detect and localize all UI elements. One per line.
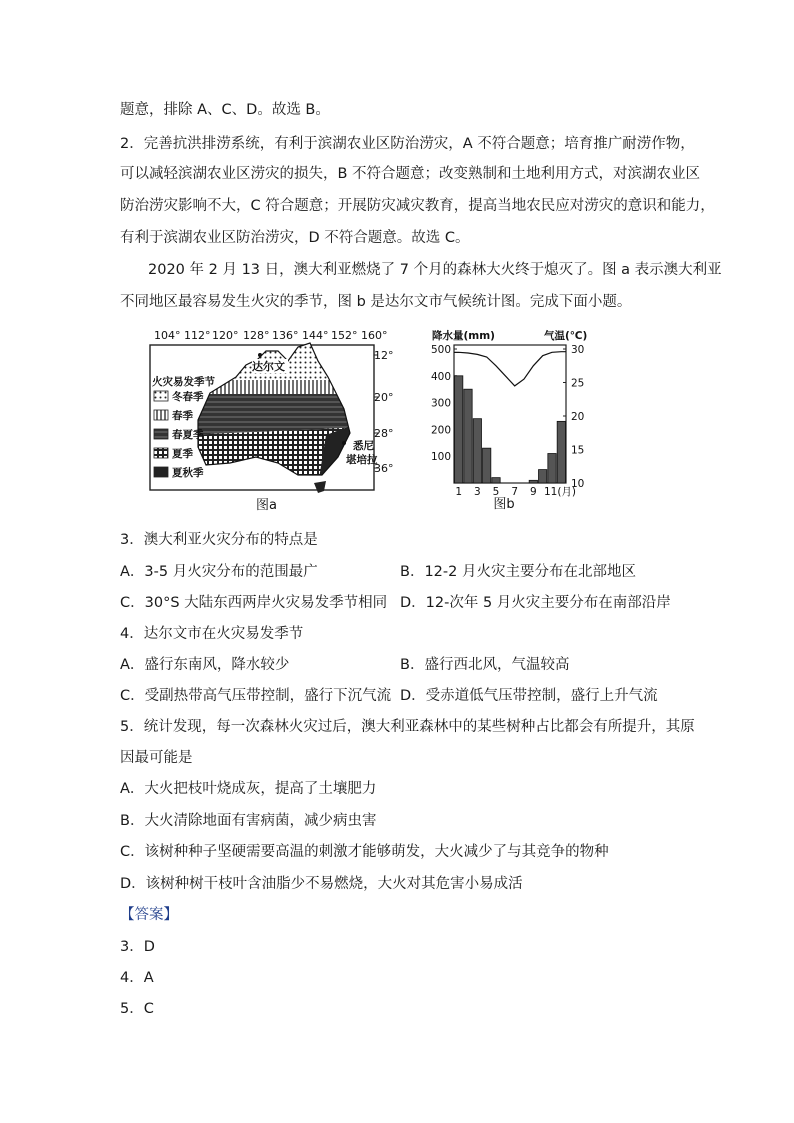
figure-b-caption: 图b bbox=[493, 497, 515, 512]
sydney-label: 悉尼 bbox=[353, 440, 374, 452]
answer-5: 5．C bbox=[120, 1001, 154, 1017]
q5-option-d: D．该树种树干枝叶含油脂少不易燃烧，大火对其危害小易成活 bbox=[120, 876, 523, 892]
intro-line-5: 有利于滨湖农业区防治涝灾，D 不符合题意。故选 C。 bbox=[120, 230, 470, 246]
temp-tick-label: 10 bbox=[571, 478, 585, 490]
q3-option-a: A．3-5 月火灾分布的范围最广 bbox=[120, 564, 318, 580]
svg-text:160°: 160° bbox=[361, 329, 388, 342]
precip-bar-2 bbox=[464, 389, 472, 483]
q4-stem: 4．达尔文市在火灾易发季节 bbox=[120, 626, 304, 642]
svg-text:春季: 春季 bbox=[172, 410, 193, 422]
month-tick-label: 7 bbox=[511, 486, 519, 498]
svg-text:火灾易发季节: 火灾易发季节 bbox=[152, 376, 215, 388]
q5-stem-1: 5．统计发现，每一次森林火灾过后，澳大利亚森林中的某些树种占比都会有所提升，其原 bbox=[120, 719, 695, 735]
precip-tick-label: 300 bbox=[430, 397, 451, 410]
month-tick-label: 11(月) bbox=[543, 486, 577, 498]
q4-option-b: B．盛行西北风，气温较高 bbox=[400, 657, 570, 673]
q4-option-a: A．盛行东南风，降水较少 bbox=[120, 657, 290, 673]
month-tick-label: 1 bbox=[455, 486, 463, 498]
svg-text:夏秋季: 夏秋季 bbox=[172, 467, 204, 479]
svg-text:12°: 12° bbox=[374, 349, 394, 362]
intro-line-1: 题意，排除 A、C、D。故选 B。 bbox=[120, 102, 330, 118]
precip-bar-10 bbox=[539, 470, 547, 483]
svg-text:128°: 128° bbox=[243, 329, 270, 342]
precip-bar-9 bbox=[529, 480, 537, 483]
passage-line-1: 2020 年 2 月 13 日，澳大利亚燃烧了 7 个月的森林大火终于熄灭了。图 a 表示澳大利亚 bbox=[148, 262, 722, 278]
precip-bar-1 bbox=[455, 376, 463, 483]
temp-axis-label: 气温(℃) bbox=[544, 330, 588, 342]
precip-bar-5 bbox=[492, 478, 500, 483]
month-tick-label: 3 bbox=[473, 486, 481, 498]
longitude-labels bbox=[154, 329, 388, 342]
answer-4: 4．A bbox=[120, 970, 154, 986]
q3-option-b: B．12-2 月火灾主要分布在北部地区 bbox=[400, 564, 636, 580]
temp-tick-label: 15 bbox=[571, 444, 585, 457]
svg-text:春夏季: 春夏季 bbox=[172, 429, 204, 441]
temp-tick-label: 20 bbox=[571, 411, 585, 423]
precip-axis-label: 降水量(mm) bbox=[432, 330, 495, 342]
q5-option-a: A．大火把枝叶烧成灰，提高了土壤肥力 bbox=[120, 781, 377, 797]
temp-tick-label: 25 bbox=[571, 377, 585, 390]
q5-option-c: C．该树种种子坚硬需要高温的刺激才能够萌发，大火减少了与其竞争的物种 bbox=[120, 844, 609, 860]
q5-stem-2: 因最可能是 bbox=[120, 750, 193, 766]
answer-label: 【答案】 bbox=[120, 907, 178, 923]
svg-text:152°: 152° bbox=[331, 329, 358, 342]
figure-a-map bbox=[148, 325, 398, 520]
month-tick-label: 9 bbox=[529, 486, 537, 498]
intro-line-3: 可以减轻滨湖农业区涝灾的损失，B 不符合题意；改变熟制和土地利用方式，对滨湖农业区 bbox=[120, 166, 701, 182]
precip-bar-3 bbox=[473, 419, 481, 483]
q3-stem: 3．澳大利亚火灾分布的特点是 bbox=[120, 532, 318, 548]
precip-bar-11 bbox=[548, 454, 556, 483]
svg-text:120°: 120° bbox=[212, 329, 239, 342]
svg-text:36°: 36° bbox=[374, 462, 394, 475]
figure-b-climate-chart bbox=[422, 325, 602, 515]
q3-option-c: C．30°S 大陆东西两岸火灾易发季节相同 bbox=[120, 595, 388, 611]
svg-text:112°: 112° bbox=[184, 329, 211, 342]
svg-text:136°: 136° bbox=[272, 329, 299, 342]
svg-text:20°: 20° bbox=[374, 391, 394, 404]
svg-text:144°: 144° bbox=[302, 329, 329, 342]
tasmania bbox=[314, 481, 326, 493]
svg-text:冬春季: 冬春季 bbox=[172, 391, 204, 403]
darwin-label: 达尔文 bbox=[252, 360, 285, 373]
q4-option-c: C．受副热带高气压带控制，盛行下沉气流 bbox=[120, 688, 392, 704]
svg-text:104°: 104° bbox=[154, 329, 181, 342]
intro-line-2: 2．完善抗洪排涝系统，有利于滨湖农业区防治涝灾，A 不符合题意；培育推广耐涝作物， bbox=[120, 136, 695, 152]
q5-option-b: B．大火清除地面有害病菌，减少病虫害 bbox=[120, 813, 377, 829]
canberra-label: 堪培拉 bbox=[346, 454, 378, 466]
svg-text:28°: 28° bbox=[374, 427, 394, 440]
passage-line-2: 不同地区最容易发生火灾的季节，图 b 是达尔文市气候统计图。完成下面小题。 bbox=[120, 294, 632, 310]
q4-option-d: D．受赤道低气压带控制，盛行上升气流 bbox=[400, 688, 658, 704]
answer-3: 3．D bbox=[120, 939, 155, 955]
precip-tick-label: 100 bbox=[430, 451, 451, 464]
svg-text:夏季: 夏季 bbox=[172, 448, 193, 460]
precip-tick-label: 400 bbox=[430, 370, 451, 383]
precip-bar-4 bbox=[483, 448, 491, 483]
intro-line-4: 防治涝灾影响不大，C 符合题意；开展防灾减灾教育，提高当地农民应对涝灾的意识和能力， bbox=[120, 198, 715, 214]
precip-bar-12 bbox=[557, 421, 565, 483]
precip-tick-label: 200 bbox=[430, 424, 451, 437]
precip-tick-label: 500 bbox=[430, 344, 451, 356]
temp-tick-label: 30 bbox=[571, 344, 585, 356]
month-tick-label: 5 bbox=[492, 486, 500, 498]
figure-a-caption: 图a bbox=[256, 498, 277, 513]
q3-option-d: D．12-次年 5 月火灾主要分布在南部沿岸 bbox=[400, 595, 671, 611]
